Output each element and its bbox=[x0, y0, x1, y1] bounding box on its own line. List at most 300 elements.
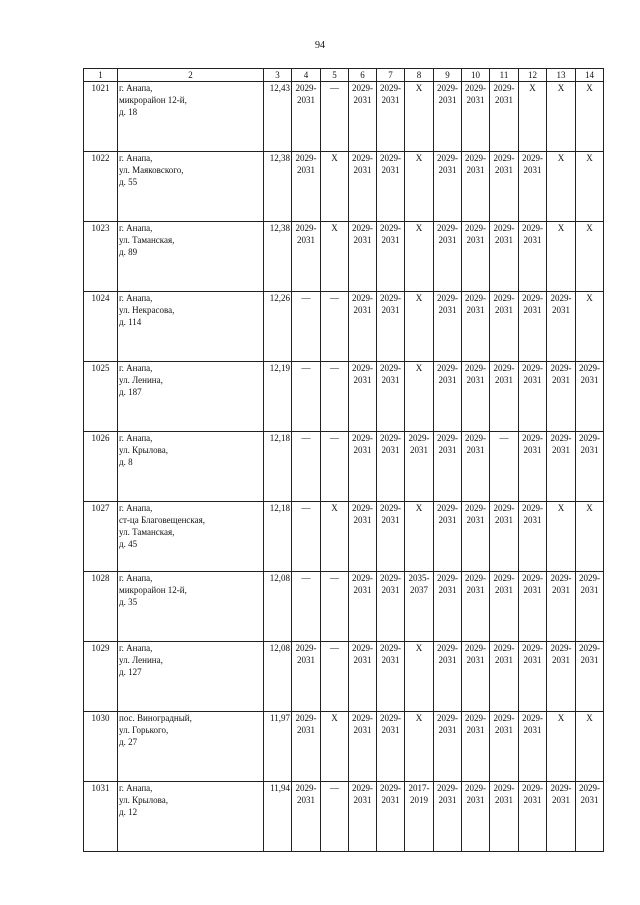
period-cell bbox=[547, 82, 576, 152]
period-cell bbox=[349, 642, 377, 712]
cell-text: 2031 bbox=[438, 655, 457, 665]
cell-text: 2029- bbox=[493, 363, 515, 373]
cell-text: д. 35 bbox=[119, 597, 138, 607]
cell-text: 2029- bbox=[579, 643, 600, 653]
cell-text: 2031 bbox=[353, 725, 372, 735]
table-row bbox=[84, 572, 604, 642]
period-cell bbox=[547, 782, 576, 852]
cell-text: микрорайон 12-й, bbox=[119, 585, 187, 595]
cell-text: 2029- bbox=[352, 83, 373, 93]
cell-text: 2029- bbox=[493, 223, 515, 233]
cell-text: 2031 bbox=[495, 305, 513, 315]
cell-text: 2029- bbox=[295, 643, 317, 653]
period-cell bbox=[321, 152, 349, 222]
period-cell bbox=[462, 292, 490, 362]
cell-text: 2029- bbox=[380, 153, 401, 163]
period-cell bbox=[349, 362, 377, 432]
period-cell bbox=[434, 642, 462, 712]
cell-text: 2031 bbox=[438, 725, 457, 735]
cell-text: 2029- bbox=[550, 363, 572, 373]
column-header: 5 bbox=[321, 69, 349, 82]
cell-text: 2031 bbox=[523, 235, 542, 245]
cell-text: ул. Горького, bbox=[119, 725, 169, 735]
cell-text: 2029- bbox=[380, 293, 401, 303]
cell-text: 2029- bbox=[522, 293, 543, 303]
period-cell bbox=[292, 432, 321, 502]
cell-text: 2029- bbox=[380, 83, 401, 93]
cell-text: 2029- bbox=[352, 223, 373, 233]
cell-text: X bbox=[586, 83, 593, 93]
cell-text: 2031 bbox=[495, 725, 513, 735]
cell-text: 2029- bbox=[352, 293, 373, 303]
cell-text: 2031 bbox=[381, 795, 400, 805]
cell-text: 2029- bbox=[465, 433, 486, 443]
period-cell bbox=[377, 712, 405, 782]
cell-text: 2029- bbox=[380, 223, 401, 233]
period-cell bbox=[405, 502, 434, 572]
cell-text: 2031 bbox=[523, 445, 542, 455]
column-header: 7 bbox=[377, 69, 405, 82]
cell-text: 2031 bbox=[438, 795, 457, 805]
period-cell bbox=[462, 222, 490, 292]
cell-text: 2031 bbox=[580, 585, 599, 595]
cell-text: 2031 bbox=[580, 795, 599, 805]
period-cell bbox=[547, 642, 576, 712]
cell-text: г. Анапа, bbox=[119, 503, 153, 513]
cell-text: X bbox=[586, 223, 593, 233]
cell-text: 2029- bbox=[408, 433, 430, 443]
period-cell bbox=[321, 782, 349, 852]
cell-text: 2029- bbox=[380, 713, 401, 723]
row-number: 1025 bbox=[84, 362, 118, 432]
period-cell bbox=[405, 782, 434, 852]
period-cell bbox=[349, 82, 377, 152]
cell-text: 2029- bbox=[550, 573, 572, 583]
cell-text: 2031 bbox=[381, 515, 400, 525]
cell-text: — bbox=[301, 293, 311, 303]
cell-text: 2029- bbox=[550, 643, 572, 653]
cell-text: 2029- bbox=[380, 363, 401, 373]
cell-text: 2031 bbox=[466, 165, 485, 175]
period-cell bbox=[349, 502, 377, 572]
cell-text: 2031 bbox=[353, 235, 372, 245]
table-row bbox=[84, 292, 604, 362]
cell-text: 2029- bbox=[493, 83, 515, 93]
cell-text: 2031 bbox=[410, 445, 428, 455]
cell-text: — bbox=[301, 573, 311, 583]
period-cell bbox=[349, 712, 377, 782]
cell-text: микрорайон 12-й, bbox=[119, 95, 187, 105]
cell-text: 2031 bbox=[297, 235, 315, 245]
cell-text: X bbox=[415, 293, 423, 303]
cell-text: 2031 bbox=[523, 655, 542, 665]
cell-text: г. Анапа, bbox=[119, 643, 153, 653]
address-cell bbox=[118, 222, 264, 292]
cell-text: 2031 bbox=[353, 305, 372, 315]
period-cell bbox=[405, 712, 434, 782]
period-cell bbox=[349, 572, 377, 642]
cell-text: — bbox=[330, 433, 339, 443]
address-cell bbox=[118, 642, 264, 712]
period-cell bbox=[292, 362, 321, 432]
cell-text: X bbox=[415, 503, 423, 513]
period-cell bbox=[576, 502, 604, 572]
cell-text: 2029- bbox=[437, 643, 458, 653]
address-cell bbox=[118, 572, 264, 642]
cell-text: 2031 bbox=[523, 305, 542, 315]
column-header: 9 bbox=[434, 69, 462, 82]
cell-text: г. Анапа, bbox=[119, 433, 153, 443]
period-cell bbox=[547, 572, 576, 642]
cell-text: 2031 bbox=[438, 305, 457, 315]
cell-text: 2029- bbox=[522, 643, 543, 653]
period-cell bbox=[292, 152, 321, 222]
cell-text: 2031 bbox=[552, 585, 570, 595]
column-header: 6 bbox=[349, 69, 377, 82]
cell-text: 2029- bbox=[352, 573, 373, 583]
period-cell bbox=[519, 82, 547, 152]
cell-text: 2031 bbox=[297, 725, 315, 735]
period-cell bbox=[434, 572, 462, 642]
period-cell bbox=[292, 292, 321, 362]
period-cell bbox=[547, 362, 576, 432]
period-cell bbox=[321, 292, 349, 362]
cell-text: 2029- bbox=[550, 293, 572, 303]
period-cell bbox=[547, 222, 576, 292]
address-cell bbox=[118, 432, 264, 502]
cell-text: д. 187 bbox=[119, 387, 142, 397]
period-cell bbox=[462, 362, 490, 432]
cell-text: ул. Таманская, bbox=[119, 235, 175, 245]
cell-text: 2031 bbox=[381, 235, 400, 245]
cell-text: г. Анапа, bbox=[119, 783, 153, 793]
cell-text: 2029- bbox=[465, 713, 486, 723]
area-cell: 12,18 bbox=[264, 502, 292, 572]
period-cell bbox=[490, 82, 519, 152]
row-number: 1022 bbox=[84, 152, 118, 222]
cell-text: 2035- bbox=[408, 573, 430, 583]
period-cell bbox=[490, 362, 519, 432]
cell-text: 2031 bbox=[381, 445, 400, 455]
cell-text: 2029- bbox=[465, 223, 486, 233]
cell-text: г. Анапа, bbox=[119, 153, 153, 163]
period-cell bbox=[349, 152, 377, 222]
cell-text: — bbox=[301, 363, 311, 373]
period-cell bbox=[462, 152, 490, 222]
cell-text: 2031 bbox=[381, 165, 400, 175]
cell-text: 2031 bbox=[353, 585, 372, 595]
cell-text: д. 27 bbox=[119, 737, 138, 747]
cell-text: 2029- bbox=[579, 783, 600, 793]
cell-text: 2031 bbox=[438, 235, 457, 245]
column-header: 1 bbox=[84, 69, 118, 82]
cell-text: 2029- bbox=[437, 83, 458, 93]
period-cell bbox=[490, 782, 519, 852]
address-cell bbox=[118, 82, 264, 152]
cell-text: 2031 bbox=[438, 585, 457, 595]
cell-text: ул. Крылова, bbox=[119, 795, 169, 805]
row-number: 1024 bbox=[84, 292, 118, 362]
period-cell bbox=[292, 82, 321, 152]
period-cell bbox=[321, 82, 349, 152]
period-cell bbox=[519, 432, 547, 502]
period-cell bbox=[462, 502, 490, 572]
cell-text: 2031 bbox=[381, 585, 400, 595]
table-row bbox=[84, 712, 604, 782]
period-cell bbox=[377, 572, 405, 642]
cell-text: 2017- bbox=[408, 783, 430, 793]
period-cell bbox=[377, 642, 405, 712]
cell-text: — bbox=[330, 293, 339, 303]
cell-text: 2031 bbox=[353, 375, 372, 385]
cell-text: 2029- bbox=[522, 573, 543, 583]
cell-text: 2031 bbox=[552, 795, 570, 805]
cell-text: 2031 bbox=[297, 165, 315, 175]
period-cell bbox=[321, 642, 349, 712]
column-header: 14 bbox=[576, 69, 604, 82]
column-header: 4 bbox=[292, 69, 321, 82]
table-row bbox=[84, 362, 604, 432]
period-cell bbox=[377, 82, 405, 152]
row-number: 1031 bbox=[84, 782, 118, 852]
period-cell bbox=[490, 642, 519, 712]
cell-text: 2031 bbox=[381, 95, 400, 105]
period-cell bbox=[576, 292, 604, 362]
column-header: 11 bbox=[490, 69, 519, 82]
cell-text: ул. Ленина, bbox=[119, 655, 163, 665]
cell-text: 2031 bbox=[523, 585, 542, 595]
period-cell bbox=[519, 782, 547, 852]
cell-text: 2029- bbox=[352, 643, 373, 653]
cell-text: 2029- bbox=[380, 783, 401, 793]
cell-text: 2029- bbox=[352, 363, 373, 373]
period-cell bbox=[434, 82, 462, 152]
cell-text: 2031 bbox=[466, 375, 485, 385]
cell-text: 2031 bbox=[495, 235, 513, 245]
cell-text: 2031 bbox=[495, 795, 513, 805]
cell-text: 2031 bbox=[353, 165, 372, 175]
address-cell bbox=[118, 502, 264, 572]
period-cell bbox=[405, 152, 434, 222]
area-cell: 12,38 bbox=[264, 222, 292, 292]
period-cell bbox=[405, 362, 434, 432]
area-cell: 12,26 bbox=[264, 292, 292, 362]
cell-text: 2029- bbox=[295, 713, 317, 723]
period-cell bbox=[292, 572, 321, 642]
cell-text: 2029- bbox=[465, 83, 486, 93]
cell-text: 2031 bbox=[297, 795, 315, 805]
cell-text: 2029- bbox=[465, 783, 486, 793]
period-cell bbox=[377, 292, 405, 362]
period-cell bbox=[405, 432, 434, 502]
cell-text: X bbox=[557, 223, 565, 233]
cell-text: г. Анапа, bbox=[119, 83, 153, 93]
cell-text: 2029- bbox=[437, 153, 458, 163]
period-cell bbox=[462, 572, 490, 642]
period-cell bbox=[576, 432, 604, 502]
cell-text: X bbox=[415, 153, 423, 163]
cell-text: ул. Ленина, bbox=[119, 375, 163, 385]
cell-text: — bbox=[330, 573, 339, 583]
cell-text: — bbox=[330, 83, 339, 93]
cell-text: 2029- bbox=[465, 363, 486, 373]
period-cell bbox=[405, 572, 434, 642]
cell-text: 2029- bbox=[352, 433, 373, 443]
row-number: 1027 bbox=[84, 502, 118, 572]
period-cell bbox=[321, 362, 349, 432]
period-cell bbox=[576, 222, 604, 292]
cell-text: 2029- bbox=[437, 783, 458, 793]
cell-text: 2029- bbox=[550, 433, 572, 443]
address-cell bbox=[118, 152, 264, 222]
cell-text: 2031 bbox=[438, 515, 457, 525]
area-cell: 12,43 bbox=[264, 82, 292, 152]
cell-text: 2031 bbox=[523, 725, 542, 735]
cell-text: г. Анапа, bbox=[119, 293, 153, 303]
period-cell bbox=[434, 782, 462, 852]
period-cell bbox=[321, 222, 349, 292]
cell-text: 2029- bbox=[380, 503, 401, 513]
cell-text: 2031 bbox=[353, 655, 372, 665]
cell-text: 2031 bbox=[466, 445, 485, 455]
page-number: 94 bbox=[315, 40, 325, 51]
column-header: 8 bbox=[405, 69, 434, 82]
cell-text: 2031 bbox=[297, 95, 315, 105]
cell-text: 2031 bbox=[495, 375, 513, 385]
period-cell bbox=[434, 432, 462, 502]
cell-text: г. Анапа, bbox=[119, 363, 153, 373]
column-header: 10 bbox=[462, 69, 490, 82]
period-cell bbox=[405, 222, 434, 292]
cell-text: 2029- bbox=[522, 713, 543, 723]
cell-text: 2031 bbox=[466, 725, 485, 735]
cell-text: X bbox=[529, 83, 536, 93]
cell-text: 2031 bbox=[353, 515, 372, 525]
cell-text: д. 114 bbox=[119, 317, 142, 327]
cell-text: — bbox=[330, 783, 339, 793]
cell-text: д. 8 bbox=[119, 457, 133, 467]
housing-register-table bbox=[83, 68, 604, 852]
period-cell bbox=[547, 502, 576, 572]
area-cell: 12,18 bbox=[264, 432, 292, 502]
cell-text: 2031 bbox=[381, 655, 400, 665]
period-cell bbox=[349, 222, 377, 292]
cell-text: 2031 bbox=[381, 375, 400, 385]
cell-text: 2029- bbox=[352, 783, 373, 793]
cell-text: ст-ца Благовещенская, bbox=[119, 515, 206, 525]
cell-text: X bbox=[557, 713, 565, 723]
period-cell bbox=[519, 152, 547, 222]
period-cell bbox=[462, 642, 490, 712]
cell-text: д. 12 bbox=[119, 807, 138, 817]
column-header: 12 bbox=[519, 69, 547, 82]
cell-text: X bbox=[415, 713, 423, 723]
cell-text: X bbox=[331, 713, 338, 723]
period-cell bbox=[377, 362, 405, 432]
cell-text: X bbox=[586, 153, 593, 163]
cell-text: X bbox=[415, 223, 423, 233]
area-cell: 11,94 bbox=[264, 782, 292, 852]
table-row bbox=[84, 82, 604, 152]
cell-text: 2031 bbox=[523, 515, 542, 525]
cell-text: X bbox=[586, 713, 593, 723]
cell-text: 2029- bbox=[437, 573, 458, 583]
cell-text: 2029- bbox=[522, 783, 543, 793]
area-cell: 12,08 bbox=[264, 572, 292, 642]
cell-text: 2031 bbox=[353, 95, 372, 105]
cell-text: 2029- bbox=[522, 223, 543, 233]
cell-text: X bbox=[415, 83, 423, 93]
cell-text: д. 89 bbox=[119, 247, 138, 257]
cell-text: 2019 bbox=[410, 795, 428, 805]
cell-text: 2029- bbox=[295, 223, 317, 233]
period-cell bbox=[434, 222, 462, 292]
row-number: 1023 bbox=[84, 222, 118, 292]
period-cell bbox=[547, 292, 576, 362]
period-cell bbox=[490, 222, 519, 292]
period-cell bbox=[434, 152, 462, 222]
period-cell bbox=[349, 782, 377, 852]
period-cell bbox=[490, 152, 519, 222]
period-cell bbox=[462, 82, 490, 152]
cell-text: — bbox=[330, 363, 339, 373]
period-cell bbox=[377, 432, 405, 502]
period-cell bbox=[490, 502, 519, 572]
period-cell bbox=[434, 712, 462, 782]
period-cell bbox=[434, 292, 462, 362]
period-cell bbox=[462, 782, 490, 852]
area-cell: 11,97 bbox=[264, 712, 292, 782]
period-cell bbox=[321, 432, 349, 502]
table-row bbox=[84, 502, 604, 572]
cell-text: 2029- bbox=[380, 433, 401, 443]
cell-text: 2031 bbox=[466, 95, 485, 105]
cell-text: 2031 bbox=[523, 375, 542, 385]
table-row bbox=[84, 432, 604, 502]
cell-text: ул. Маяковского, bbox=[119, 165, 184, 175]
cell-text: 2031 bbox=[580, 655, 599, 665]
cell-text: 2031 bbox=[523, 165, 542, 175]
table-row bbox=[84, 642, 604, 712]
cell-text: 2029- bbox=[493, 573, 515, 583]
period-cell bbox=[292, 782, 321, 852]
cell-text: — bbox=[301, 503, 311, 513]
cell-text: 2029- bbox=[522, 153, 543, 163]
period-cell bbox=[321, 712, 349, 782]
cell-text: 2029- bbox=[522, 503, 543, 513]
cell-text: ул. Крылова, bbox=[119, 445, 169, 455]
cell-text: 2031 bbox=[495, 655, 513, 665]
cell-text: д. 45 bbox=[119, 539, 138, 549]
cell-text: X bbox=[415, 643, 423, 653]
cell-text: пос. Виноградный, bbox=[119, 713, 192, 723]
area-cell: 12,08 bbox=[264, 642, 292, 712]
cell-text: 2031 bbox=[466, 305, 485, 315]
period-cell bbox=[292, 712, 321, 782]
address-cell bbox=[118, 292, 264, 362]
period-cell bbox=[519, 222, 547, 292]
cell-text: X bbox=[586, 503, 593, 513]
cell-text: д. 55 bbox=[119, 177, 138, 187]
address-cell bbox=[118, 712, 264, 782]
period-cell bbox=[576, 712, 604, 782]
cell-text: 2031 bbox=[381, 725, 400, 735]
cell-text: — bbox=[499, 433, 509, 443]
cell-text: 2029- bbox=[295, 783, 317, 793]
cell-text: 2031 bbox=[495, 95, 513, 105]
period-cell bbox=[576, 152, 604, 222]
cell-text: 2029- bbox=[437, 363, 458, 373]
